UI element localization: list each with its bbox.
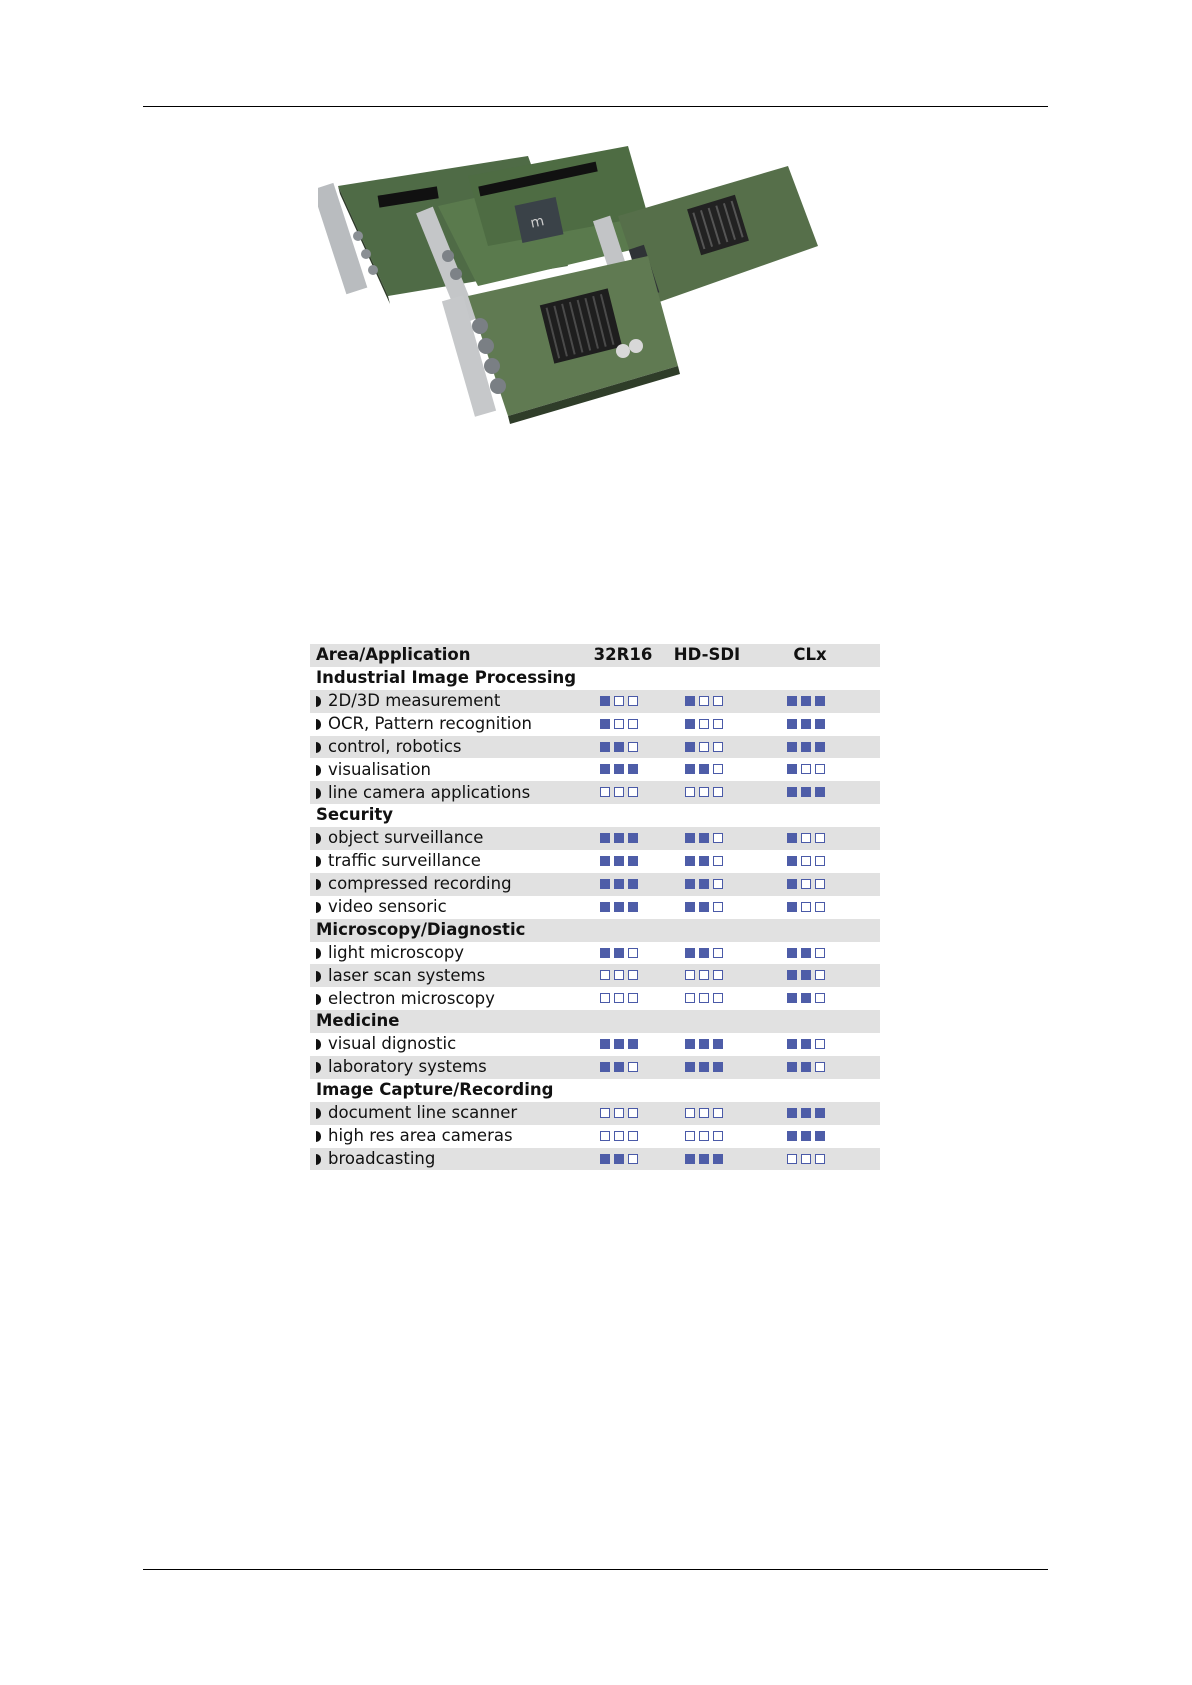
rating-empty-square [815, 902, 825, 912]
rating-filled-square [801, 1062, 811, 1072]
rating-empty-square [628, 787, 638, 797]
header-column-2: HD-SDI [673, 645, 741, 665]
rating-filled-square [699, 948, 709, 958]
table-row [310, 1056, 880, 1079]
rating-empty-square [713, 696, 723, 706]
rating-filled-square [713, 1039, 723, 1049]
rating-empty-square [713, 787, 723, 797]
rating-empty-square [801, 764, 811, 774]
rating-filled-square [600, 879, 610, 889]
rating-filled-square [787, 719, 797, 729]
rating-filled-square [787, 993, 797, 1003]
rating-filled-square [801, 1131, 811, 1141]
table-row [310, 1148, 880, 1171]
rating-empty-square [699, 1108, 709, 1118]
rating-hd-sdi [685, 833, 723, 843]
bullet-icon [316, 719, 321, 730]
bullet-icon [316, 1108, 321, 1119]
rating-filled-square [787, 970, 797, 980]
rating-filled-square [628, 902, 638, 912]
rating-filled-square [600, 948, 610, 958]
rating-filled-square [815, 742, 825, 752]
application-label [316, 713, 532, 733]
bullet-icon [316, 879, 321, 890]
rating-empty-square [713, 719, 723, 729]
application-label [316, 896, 447, 916]
rating-filled-square [801, 970, 811, 980]
rating-empty-square [614, 993, 624, 1003]
section-label [316, 1013, 399, 1030]
rating-filled-square [787, 1039, 797, 1049]
rating-filled-square [713, 1154, 723, 1164]
rating-clx [787, 696, 825, 706]
rating-hd-sdi [685, 1062, 723, 1072]
label-text: control, robotics [328, 736, 462, 756]
rating-empty-square [713, 879, 723, 889]
rating-filled-square [787, 1108, 797, 1118]
label-text: light microscopy [328, 942, 465, 962]
table-row [310, 942, 880, 965]
label-text: Industrial Image Processing [316, 668, 577, 688]
rating-empty-square [685, 1108, 695, 1118]
rating-filled-square [628, 833, 638, 843]
rating-empty-square [600, 1131, 610, 1141]
rating-clx [787, 764, 825, 774]
rating-empty-square [600, 993, 610, 1003]
rating-filled-square [685, 696, 695, 706]
rating-filled-square [801, 1039, 811, 1049]
rating-filled-square [685, 719, 695, 729]
rating-empty-square [713, 764, 723, 774]
rating-32r16 [600, 993, 638, 1003]
rating-32r16 [600, 1131, 638, 1141]
rating-hd-sdi [685, 856, 723, 866]
rating-hd-sdi [685, 787, 723, 797]
rating-empty-square [815, 879, 825, 889]
rating-filled-square [685, 742, 695, 752]
application-label [316, 782, 531, 802]
rating-filled-square [787, 879, 797, 889]
table-row [310, 758, 880, 781]
rating-filled-square [614, 948, 624, 958]
bullet-icon [316, 1154, 321, 1165]
table-row [310, 827, 880, 850]
rating-filled-square [815, 1108, 825, 1118]
rating-filled-square [628, 1039, 638, 1049]
rating-empty-square [685, 970, 695, 980]
rating-hd-sdi [685, 1108, 723, 1118]
rating-hd-sdi [685, 902, 723, 912]
rating-32r16 [600, 1154, 638, 1164]
rating-filled-square [685, 764, 695, 774]
rating-filled-square [614, 1062, 624, 1072]
rating-empty-square [713, 948, 723, 958]
rating-hd-sdi [685, 696, 723, 706]
rating-filled-square [600, 719, 610, 729]
rating-empty-square [614, 719, 624, 729]
section-label [316, 807, 393, 824]
section-row [310, 1079, 880, 1102]
label-text: Microscopy/Diagnostic [316, 919, 526, 939]
table-row [310, 964, 880, 987]
rating-empty-square [815, 1062, 825, 1072]
rating-empty-square [713, 833, 723, 843]
frame-grabber-cards-photo [318, 146, 878, 432]
rating-empty-square [699, 1131, 709, 1141]
rating-empty-square [614, 970, 624, 980]
label-text: video sensoric [328, 896, 447, 916]
top-rule [143, 106, 1048, 107]
rating-filled-square [787, 696, 797, 706]
bullet-icon [316, 788, 321, 799]
rating-empty-square [628, 1154, 638, 1164]
rating-32r16 [600, 833, 638, 843]
rating-clx [787, 856, 825, 866]
rating-filled-square [614, 856, 624, 866]
rating-clx [787, 948, 825, 958]
rating-hd-sdi [685, 764, 723, 774]
rating-clx [787, 1108, 825, 1118]
rating-empty-square [699, 970, 709, 980]
rating-clx [787, 879, 825, 889]
header-column-1: 32R16 [593, 645, 653, 665]
rating-filled-square [787, 1062, 797, 1072]
table-header-row [310, 644, 880, 667]
rating-empty-square [713, 742, 723, 752]
rating-empty-square [614, 1131, 624, 1141]
rating-empty-square [628, 970, 638, 980]
rating-32r16 [600, 902, 638, 912]
bottom-rule [143, 1569, 1048, 1570]
bullet-icon [316, 742, 321, 753]
label-text: visualisation [328, 759, 431, 779]
rating-empty-square [801, 902, 811, 912]
rating-filled-square [614, 742, 624, 752]
rating-empty-square [614, 696, 624, 706]
rating-32r16 [600, 787, 638, 797]
rating-32r16 [600, 1039, 638, 1049]
rating-empty-square [801, 833, 811, 843]
table-row [310, 873, 880, 896]
rating-empty-square [713, 902, 723, 912]
rating-filled-square [699, 902, 709, 912]
rating-empty-square [699, 787, 709, 797]
rating-filled-square [801, 993, 811, 1003]
bullet-icon [316, 696, 321, 707]
application-label [316, 942, 465, 962]
rating-empty-square [685, 993, 695, 1003]
rating-clx [787, 1131, 825, 1141]
rating-32r16 [600, 764, 638, 774]
rating-filled-square [699, 1062, 709, 1072]
bullet-icon [316, 1039, 321, 1050]
label-text: high res area cameras [328, 1125, 513, 1145]
rating-32r16 [600, 719, 638, 729]
section-row [310, 919, 880, 942]
rating-filled-square [787, 856, 797, 866]
bullet-icon [316, 1131, 321, 1142]
rating-empty-square [787, 1154, 797, 1164]
table-row [310, 987, 880, 1010]
rating-empty-square [815, 993, 825, 1003]
rating-empty-square [713, 1108, 723, 1118]
table-row [310, 1033, 880, 1056]
table-row [310, 713, 880, 736]
rating-empty-square [628, 696, 638, 706]
table-row [310, 736, 880, 759]
rating-empty-square [628, 719, 638, 729]
application-label [316, 736, 462, 756]
rating-filled-square [787, 742, 797, 752]
table-row [310, 850, 880, 873]
rating-32r16 [600, 879, 638, 889]
rating-filled-square [699, 1039, 709, 1049]
bullet-icon [316, 833, 321, 844]
rating-hd-sdi [685, 1131, 723, 1141]
application-label [316, 1125, 513, 1145]
bullet-icon [316, 1062, 321, 1073]
rating-empty-square [815, 1039, 825, 1049]
label-text: laboratory systems [328, 1057, 487, 1077]
rating-filled-square [801, 696, 811, 706]
rating-filled-square [713, 1062, 723, 1072]
rating-filled-square [685, 1154, 695, 1164]
header-area-application: Area/Application [316, 645, 471, 665]
rating-filled-square [614, 1039, 624, 1049]
rating-32r16 [600, 1108, 638, 1118]
application-label [316, 853, 481, 870]
label-text: laser scan systems [328, 965, 486, 985]
rating-empty-square [815, 948, 825, 958]
rating-empty-square [815, 833, 825, 843]
application-label [316, 830, 483, 847]
rating-empty-square [628, 948, 638, 958]
rating-filled-square [815, 787, 825, 797]
rating-filled-square [628, 764, 638, 774]
rating-filled-square [801, 719, 811, 729]
rating-empty-square [628, 742, 638, 752]
table-row [310, 781, 880, 804]
rating-empty-square [815, 970, 825, 980]
rating-empty-square [614, 1108, 624, 1118]
label-text: line camera applications [328, 782, 531, 802]
application-label [316, 988, 495, 1008]
rating-32r16 [600, 856, 638, 866]
section-label [316, 919, 526, 939]
rating-empty-square [628, 1131, 638, 1141]
rating-clx [787, 1039, 825, 1049]
rating-empty-square [628, 1108, 638, 1118]
application-label [316, 876, 512, 893]
rating-hd-sdi [685, 993, 723, 1003]
rating-filled-square [600, 1154, 610, 1164]
table-row [310, 690, 880, 713]
rating-clx [787, 1154, 825, 1164]
header-column-3: CLx [793, 645, 827, 665]
rating-empty-square [699, 993, 709, 1003]
rating-filled-square [600, 742, 610, 752]
rating-empty-square [699, 719, 709, 729]
rating-filled-square [600, 856, 610, 866]
svg-text:m: m [528, 213, 546, 232]
rating-empty-square [614, 787, 624, 797]
label-text: Medicine [316, 1011, 400, 1031]
rating-filled-square [628, 856, 638, 866]
rating-empty-square [801, 1154, 811, 1164]
rating-filled-square [685, 856, 695, 866]
rating-filled-square [815, 719, 825, 729]
application-label [316, 690, 501, 710]
label-text: compressed recording [328, 874, 512, 894]
rating-filled-square [787, 764, 797, 774]
rating-filled-square [600, 696, 610, 706]
rating-32r16 [600, 742, 638, 752]
label-text: document line scanner [328, 1103, 518, 1122]
label-text: electron microscopy [328, 988, 495, 1008]
rating-empty-square [699, 742, 709, 752]
rating-empty-square [815, 1154, 825, 1164]
rating-empty-square [685, 787, 695, 797]
rating-empty-square [628, 993, 638, 1003]
rating-filled-square [815, 1131, 825, 1141]
rating-filled-square [699, 764, 709, 774]
label-text: Security [316, 805, 394, 825]
bullet-icon [316, 856, 321, 867]
rating-clx [787, 742, 825, 752]
rating-filled-square [614, 1154, 624, 1164]
label-text: Image Capture/Recording [316, 1080, 554, 1100]
bullet-icon [316, 765, 321, 776]
rating-filled-square [801, 948, 811, 958]
rating-empty-square [600, 970, 610, 980]
rating-empty-square [600, 787, 610, 797]
rating-empty-square [600, 1108, 610, 1118]
rating-filled-square [600, 764, 610, 774]
application-label [316, 1148, 436, 1168]
rating-hd-sdi [685, 1039, 723, 1049]
rating-hd-sdi [685, 742, 723, 752]
rating-hd-sdi [685, 970, 723, 980]
rating-filled-square [614, 879, 624, 889]
rating-filled-square [699, 1154, 709, 1164]
rating-clx [787, 902, 825, 912]
rating-filled-square [685, 948, 695, 958]
rating-clx [787, 1062, 825, 1072]
rating-filled-square [801, 787, 811, 797]
rating-filled-square [801, 742, 811, 752]
rating-filled-square [600, 902, 610, 912]
rating-empty-square [713, 856, 723, 866]
bullet-icon [316, 902, 321, 913]
rating-filled-square [685, 879, 695, 889]
rating-filled-square [801, 1108, 811, 1118]
rating-filled-square [787, 833, 797, 843]
section-label [316, 1082, 553, 1099]
rating-hd-sdi [685, 879, 723, 889]
rating-filled-square [787, 948, 797, 958]
rating-clx [787, 787, 825, 797]
rating-filled-square [685, 1039, 695, 1049]
rating-filled-square [699, 833, 709, 843]
rating-empty-square [713, 970, 723, 980]
bullet-icon [316, 948, 321, 959]
rating-empty-square [801, 879, 811, 889]
application-label [316, 1105, 517, 1122]
rating-empty-square [628, 1062, 638, 1072]
rating-filled-square [600, 1062, 610, 1072]
rating-filled-square [614, 902, 624, 912]
rating-filled-square [600, 833, 610, 843]
table-row [310, 1125, 880, 1148]
application-label [316, 1059, 487, 1076]
table-row [310, 896, 880, 919]
rating-empty-square [801, 856, 811, 866]
rating-filled-square [787, 1131, 797, 1141]
rating-filled-square [614, 833, 624, 843]
rating-32r16 [600, 970, 638, 980]
section-row [310, 804, 880, 827]
rating-hd-sdi [685, 719, 723, 729]
rating-filled-square [628, 879, 638, 889]
rating-empty-square [685, 1131, 695, 1141]
label-text: broadcasting [328, 1148, 436, 1168]
rating-filled-square [614, 764, 624, 774]
rating-filled-square [685, 1062, 695, 1072]
label-text: OCR, Pattern recognition [328, 713, 532, 733]
rating-empty-square [815, 856, 825, 866]
rating-filled-square [699, 879, 709, 889]
label-text: traffic surveillance [328, 851, 481, 871]
application-label [316, 1036, 456, 1053]
rating-filled-square [600, 1039, 610, 1049]
rating-clx [787, 993, 825, 1003]
label-text: visual dignostic [328, 1034, 457, 1054]
rating-filled-square [787, 902, 797, 912]
rating-clx [787, 719, 825, 729]
application-label [316, 965, 486, 985]
rating-empty-square [713, 993, 723, 1003]
rating-filled-square [787, 787, 797, 797]
rating-clx [787, 970, 825, 980]
bullet-icon [316, 971, 321, 982]
section-row [310, 667, 880, 690]
table-row [310, 1102, 880, 1125]
rating-filled-square [685, 902, 695, 912]
rating-empty-square [815, 764, 825, 774]
rating-hd-sdi [685, 1154, 723, 1164]
rating-32r16 [600, 696, 638, 706]
rating-filled-square [699, 856, 709, 866]
rating-empty-square [713, 1131, 723, 1141]
rating-32r16 [600, 1062, 638, 1072]
rating-empty-square [699, 696, 709, 706]
label-text: 2D/3D measurement [328, 690, 501, 710]
label-text: object surveillance [328, 828, 484, 848]
rating-filled-square [815, 696, 825, 706]
rating-32r16 [600, 948, 638, 958]
rating-filled-square [685, 833, 695, 843]
section-row [310, 1010, 880, 1033]
rating-hd-sdi [685, 948, 723, 958]
application-table [310, 644, 880, 1170]
bullet-icon [316, 994, 321, 1005]
application-label [316, 759, 431, 779]
rating-clx [787, 833, 825, 843]
section-label [316, 670, 576, 687]
